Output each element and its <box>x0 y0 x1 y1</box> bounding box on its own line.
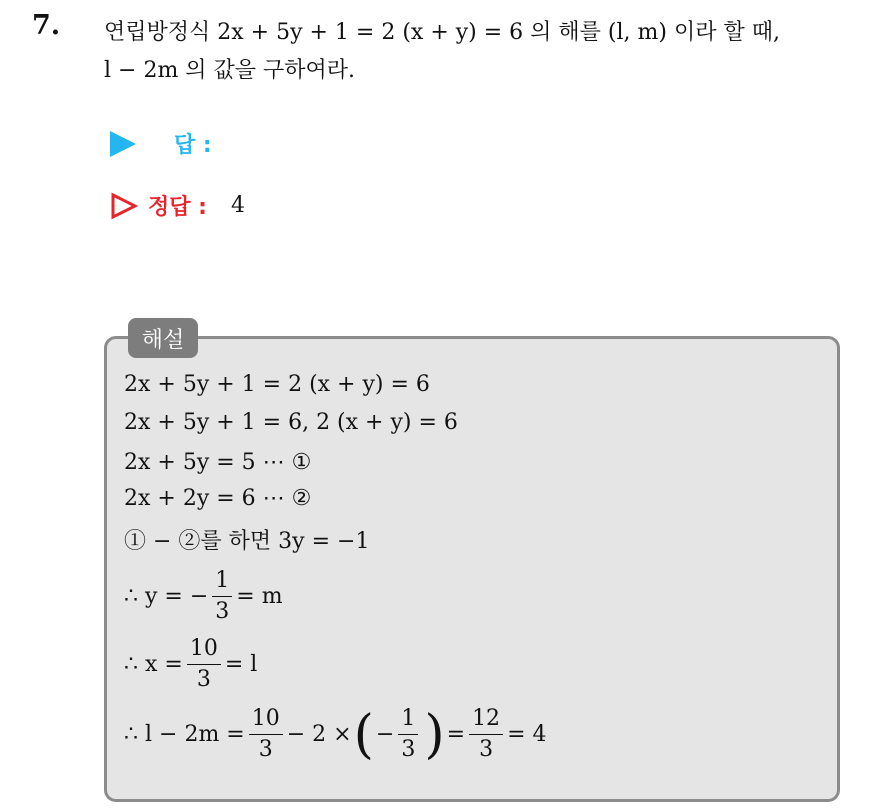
answer-correct-row <box>110 190 245 221</box>
line8-eq: = <box>446 722 466 747</box>
play-outline-icon <box>110 192 138 220</box>
question-number: 7. <box>32 10 61 41</box>
solution-label: 해설 <box>128 318 198 358</box>
line8-prefix: ∴ l − 2m = <box>124 722 245 747</box>
fraction <box>187 634 221 695</box>
answer-correct-value: 4 <box>230 193 245 218</box>
solution-line-1: 2x + 5y + 1 = 2 (x + y) = 6 <box>124 372 430 397</box>
fraction <box>249 704 283 765</box>
fraction-denominator: 3 <box>479 737 494 762</box>
fraction-numerator: 1 <box>398 704 418 735</box>
fraction-denominator: 3 <box>196 667 211 692</box>
solution-line-4: 2x + 2y = 6 ⋯ ② <box>124 486 312 511</box>
line7-suffix: = l <box>224 652 258 677</box>
solution-line-2: 2x + 5y + 1 = 6, 2 (x + y) = 6 <box>124 410 458 435</box>
fraction <box>469 704 503 765</box>
answer-correct-label: 정답 : <box>148 195 207 220</box>
fraction <box>398 704 418 765</box>
answer-blank-row <box>110 128 212 159</box>
fraction-denominator: 3 <box>215 599 230 624</box>
line6-suffix: = m <box>236 584 283 609</box>
line7-prefix: ∴ x = <box>124 652 183 677</box>
question-line-1: 연립방정식 2x + 5y + 1 = 2 (x + y) = 6 의 해를 (l, m) 이라 할 때, <box>104 20 780 45</box>
line8-mid: − 2 × <box>286 722 352 747</box>
fraction-numerator: 10 <box>249 704 283 735</box>
right-paren: ) <box>424 704 445 765</box>
solution-line-7 <box>124 634 257 695</box>
line8-neg: − <box>375 722 395 747</box>
line8-result: = 4 <box>507 722 547 747</box>
solution-line-6 <box>124 566 283 627</box>
fraction-numerator: 1 <box>212 566 232 597</box>
fraction-denominator: 3 <box>258 737 273 762</box>
left-paren: ( <box>353 704 374 765</box>
answer-blank-label: 답 : <box>174 133 212 158</box>
question-line-2: l − 2m 의 값을 구하여라. <box>104 58 356 83</box>
fraction-denominator: 3 <box>401 737 416 762</box>
play-filled-icon <box>110 131 136 157</box>
solution-line-5: ① − ②를 하면 3y = −1 <box>124 529 370 554</box>
solution-line-3: 2x + 5y = 5 ⋯ ① <box>124 450 312 475</box>
line6-prefix: ∴ y = − <box>124 584 209 609</box>
solution-line-8 <box>124 704 547 765</box>
question-text <box>104 14 864 90</box>
fraction-numerator: 12 <box>469 704 503 735</box>
fraction-numerator: 10 <box>187 634 221 665</box>
fraction <box>212 566 232 627</box>
